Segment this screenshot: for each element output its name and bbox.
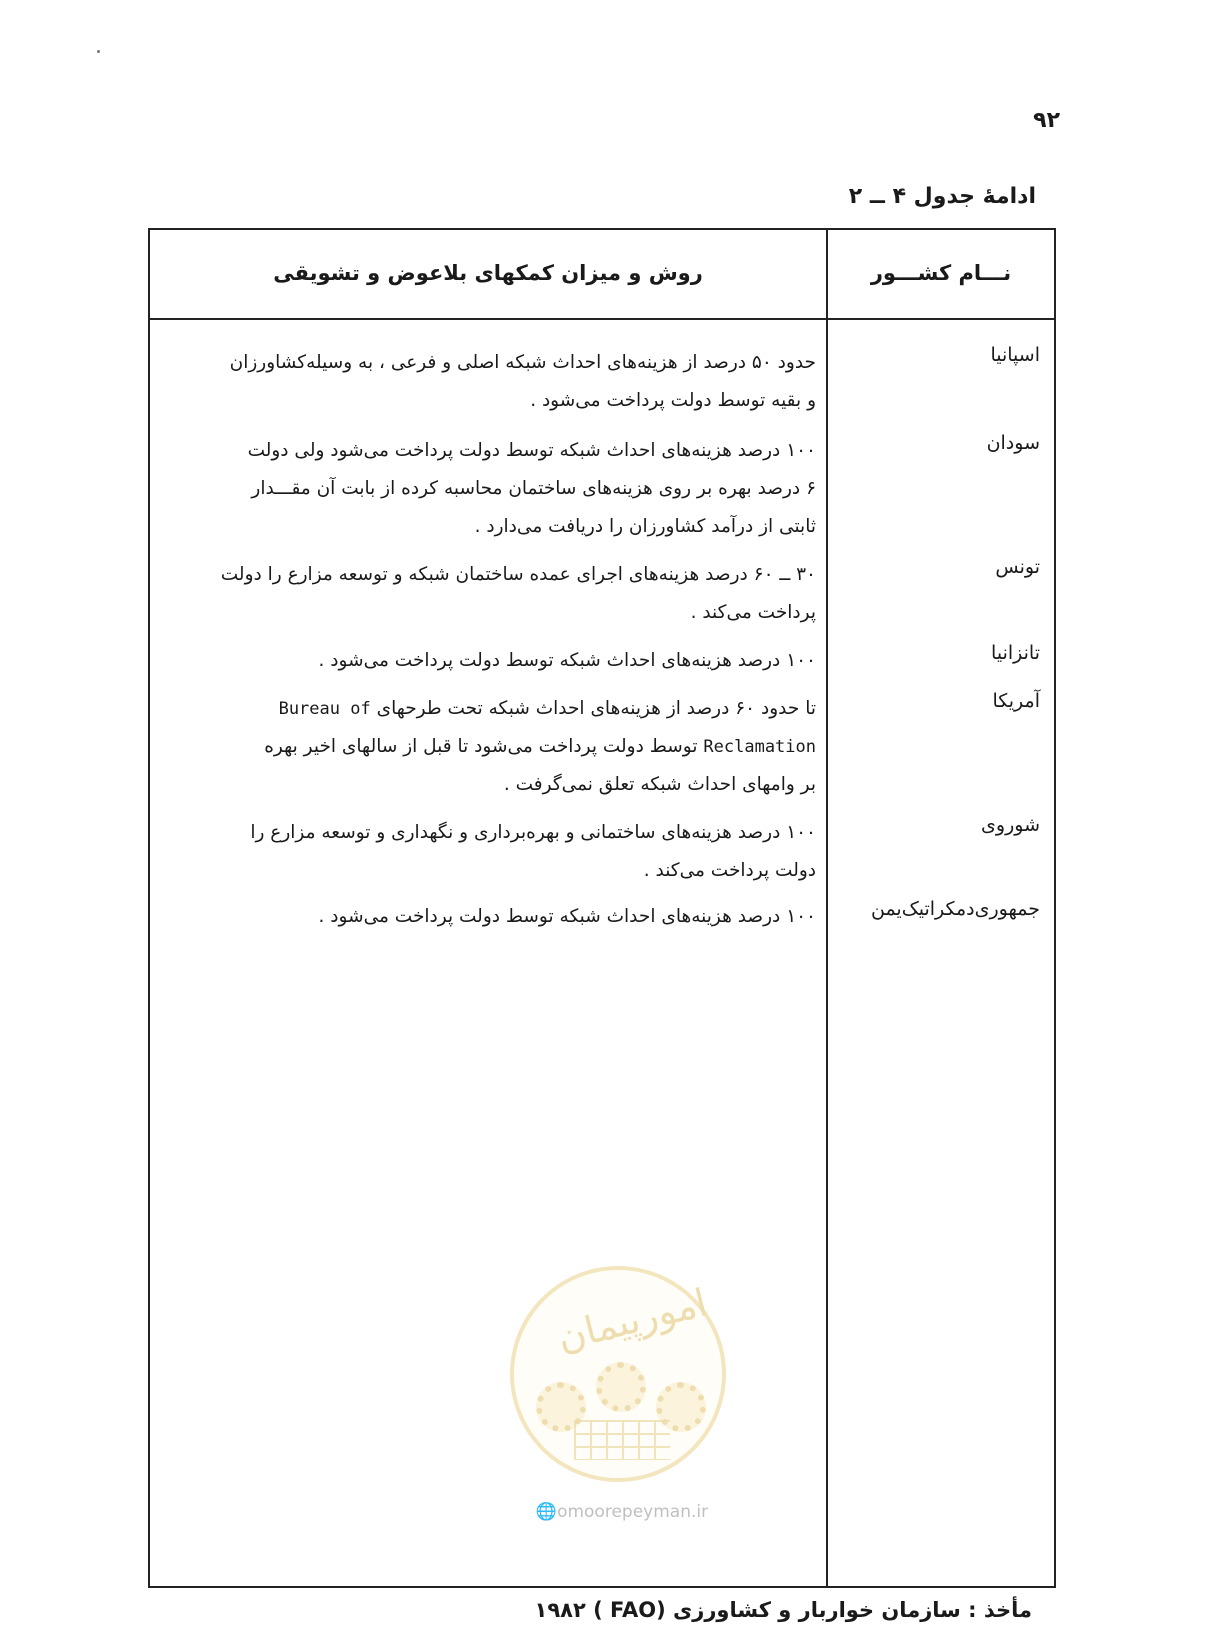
method-text bbox=[160, 690, 816, 804]
source-note: مأخذ : سازمان خواربار و کشاورزی (FAO ) ۱۹۸۲ bbox=[534, 1598, 1032, 1622]
country-name: شوروی bbox=[981, 814, 1040, 836]
header-rule bbox=[148, 318, 1056, 320]
method-text bbox=[160, 898, 816, 936]
text-line: و بقیه توسط دولت پرداخت می‌شود . bbox=[530, 390, 816, 411]
method-text bbox=[160, 556, 816, 632]
table-row bbox=[150, 690, 1054, 810]
latin-term: Reclamation bbox=[703, 737, 816, 757]
text-fragment: توسط دولت پرداخت می‌شود تا قبل از سالهای اخیر بهره bbox=[264, 736, 698, 757]
header-country: نـــام کشـــور bbox=[870, 261, 1012, 285]
text-line bbox=[160, 690, 816, 728]
country-name: جمهوری‌دمکراتیک‌یمن bbox=[870, 898, 1040, 920]
country-name: اسپانیا bbox=[990, 344, 1040, 366]
text-line: ۶ درصد بهره بر روی هزینه‌های ساختمان محاسبه کرده از بابت آن مقـــدار bbox=[251, 478, 816, 499]
text-line: ۱۰۰ درصد هزینه‌های احداث شبکه توسط دولت پرداخت می‌شود ولی دولت bbox=[247, 440, 816, 461]
country-name: آمریکا bbox=[992, 690, 1040, 712]
text-line: حدود ۵۰ درصد از هزینه‌های احداث شبکه اصلی و فرعی ، به وسیله‌کشاورزان bbox=[229, 352, 816, 373]
text-line: ۱۰۰ درصد هزینه‌های احداث شبکه توسط دولت پرداخت می‌شود . bbox=[318, 650, 816, 671]
text-line: دولت پرداخت می‌کند . bbox=[643, 860, 816, 881]
country-name: تانزانیا bbox=[991, 642, 1040, 664]
table-row bbox=[150, 898, 1054, 1018]
scan-speck bbox=[97, 50, 100, 53]
method-text bbox=[160, 642, 816, 680]
text-line: ۱۰۰ درصد هزینه‌های احداث شبکه توسط دولت پرداخت می‌شود . bbox=[318, 906, 816, 927]
header-method: روش و میزان کمکهای بلاعوض و تشویقی bbox=[273, 261, 703, 285]
text-line: بر وامهای احداث شبکه تعلق نمی‌گرفت . bbox=[503, 774, 816, 795]
page-number: ۹۲ bbox=[1033, 108, 1060, 133]
brick-grid-icon bbox=[574, 1420, 670, 1460]
latin-term: Bureau of bbox=[278, 699, 371, 719]
text-line: ۳۰ ــ ۶۰ درصد هزینه‌های اجرای عمده ساختمان شبکه و توسعه مزارع را دولت bbox=[220, 564, 816, 585]
country-name: سودان bbox=[986, 432, 1040, 454]
text-line: ۱۰۰ درصد هزینه‌های ساختمانی و بهره‌برداری و نگهداری و توسعه مزارع را bbox=[250, 822, 816, 843]
text-line: پرداخت می‌کند . bbox=[690, 602, 816, 623]
method-text bbox=[160, 432, 816, 546]
text-line: ثابتی از درآمد کشاورزان را دریافت می‌دارد . bbox=[474, 516, 816, 537]
watermark-url-text: omoorepeyman.ir bbox=[557, 1502, 709, 1522]
table-row bbox=[150, 432, 1054, 552]
watermark-url bbox=[514, 1502, 730, 1522]
country-name: تونس bbox=[995, 556, 1040, 578]
watermark-logo-script: امورپیمان bbox=[552, 1280, 712, 1360]
globe-icon: 🌐 bbox=[535, 1502, 558, 1522]
text-fragment: تا حدود ۶۰ درصد از هزینه‌های احداث شبکه تحت طرحهای bbox=[376, 698, 816, 719]
table-caption: ادامهٔ جدول ۴ ــ ۲ bbox=[848, 184, 1036, 209]
method-text bbox=[160, 344, 816, 420]
text-line bbox=[160, 728, 816, 766]
gear-icon bbox=[596, 1362, 646, 1412]
method-text bbox=[160, 814, 816, 890]
watermark-seal bbox=[510, 1266, 726, 1522]
